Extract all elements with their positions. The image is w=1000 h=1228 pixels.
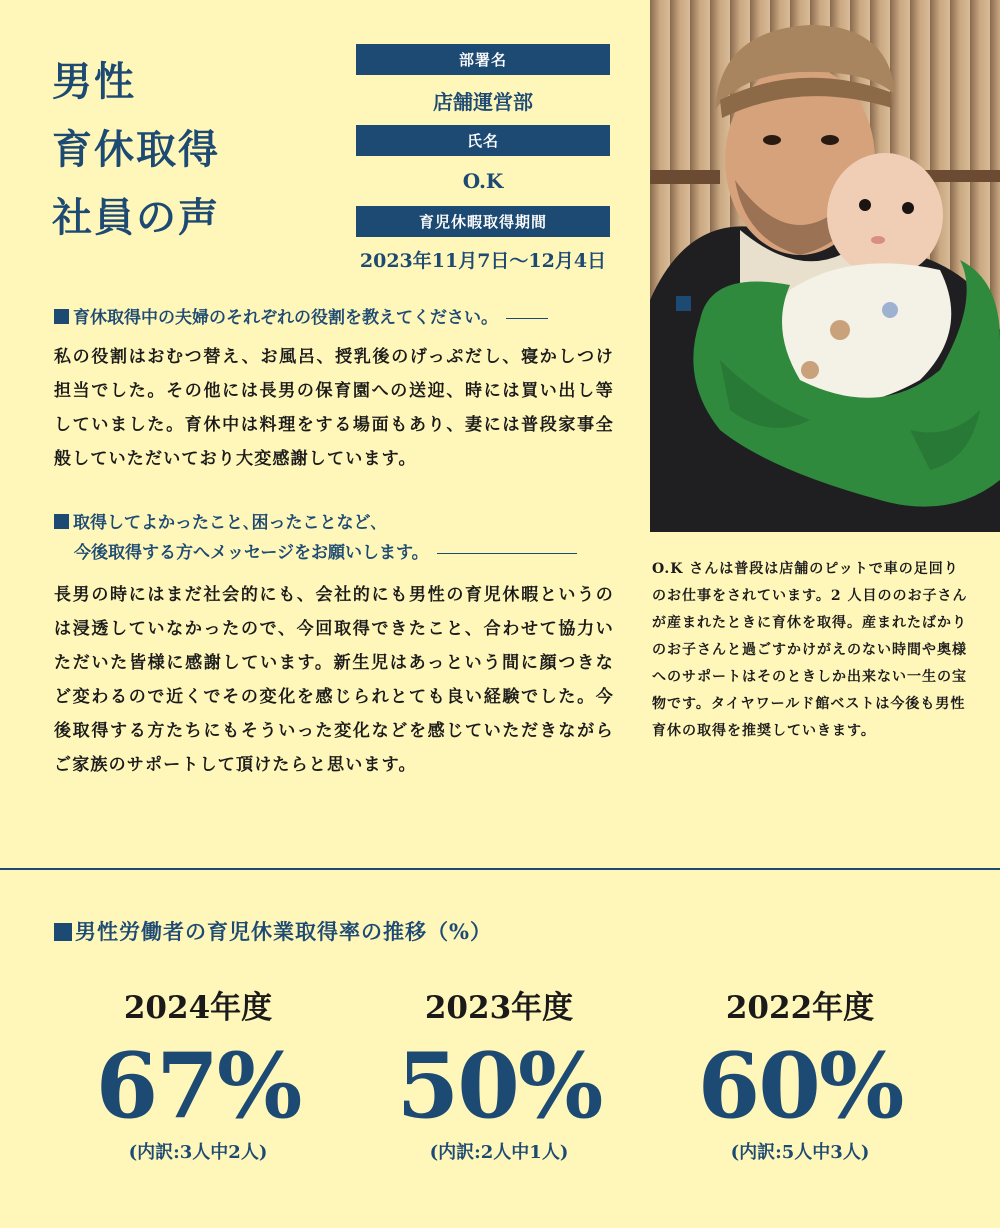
stat-year: 2024年度: [123, 990, 273, 1026]
title-line-2: 育休取得: [52, 126, 220, 173]
stat-2022: [650, 985, 950, 1165]
stats-title: [54, 916, 492, 946]
square-bullet-icon: [54, 514, 69, 529]
title-line-1: 男性: [52, 58, 136, 105]
period-label: 育児休暇取得期間: [356, 206, 610, 237]
stat-year: 2023年度: [424, 990, 574, 1026]
name-value: O.K: [462, 169, 504, 193]
question-2: [54, 508, 577, 568]
square-bullet-icon: [54, 309, 69, 324]
photo-illustration: [650, 0, 1000, 532]
employee-photo: [650, 0, 1000, 532]
page-title: [52, 48, 220, 252]
employee-info: [356, 44, 610, 281]
section-divider: [0, 868, 1000, 870]
stat-detail: (内訳:2人中1人): [429, 1142, 569, 1163]
dept-value: 店舗運営部: [433, 89, 533, 114]
name-label: 氏名: [356, 125, 610, 156]
dept-label: 部署名: [356, 44, 610, 75]
stat-percentage: 67%: [95, 1033, 301, 1139]
stat-detail: (内訳:5人中3人): [730, 1142, 870, 1163]
question-2-line-2: 今後取得する方へメッセージをお願いします。: [74, 543, 429, 563]
question-rule: [437, 553, 577, 554]
stat-2024: [48, 985, 348, 1165]
stat-2023: [349, 985, 649, 1165]
question-rule: [506, 318, 548, 319]
stats-title-text: 男性労働者の育児休業取得率の推移（%）: [75, 919, 492, 944]
photo-caption: O.K さんは普段は店舗のピットで車の足回りのお仕事をされています。2 人目ののお子さんが産まれたときに育休を取得。産まれたばかりのお子さんと過ごすかけがえのない時間や奥様へのサポートはそのときしか出来ない一生の宝物です。タイヤワールド館ベストは今後も男性育休の取得を推奨していきます。: [652, 561, 968, 739]
stat-year: 2022年度: [725, 990, 875, 1026]
answer-2: 長男の時にはまだ社会的にも、会社的にも男性の育児休暇というのは浸透していなかったので、今回取得できたこと、合わせて協力いただいた皆様に感謝しています。新生児はあっという間に顔つきなど変わるので近くでその変化を感じられとても良い経験でした。今後取得する方たちにもそういった変化などを感じていただきながらご家族のサポートして頂けたらと思います。: [54, 585, 614, 775]
period-value: 2023年11月7日〜12月4日: [359, 249, 607, 272]
stat-percentage: 60%: [697, 1033, 903, 1139]
title-line-3: 社員の声: [52, 194, 220, 241]
question-2-line-1: 取得してよかったこと､困ったことなど､: [73, 513, 379, 533]
answer-1: 私の役割はおむつ替え、お風呂、授乳後のげっぷだし、寝かしつけ担当でした。その他には長男の保育園への送迎、時には買い出し等していました。育休中は料理をする場面もあり、妻には普段家事全般していただいており大変感謝しています。: [54, 347, 614, 469]
stat-percentage: 50%: [396, 1033, 602, 1139]
square-bullet-icon: [54, 923, 72, 941]
question-1: [54, 303, 548, 333]
stat-detail: (内訳:3人中2人): [128, 1142, 268, 1163]
question-1-text: 育休取得中の夫婦のそれぞれの役割を教えてください。: [73, 308, 498, 328]
